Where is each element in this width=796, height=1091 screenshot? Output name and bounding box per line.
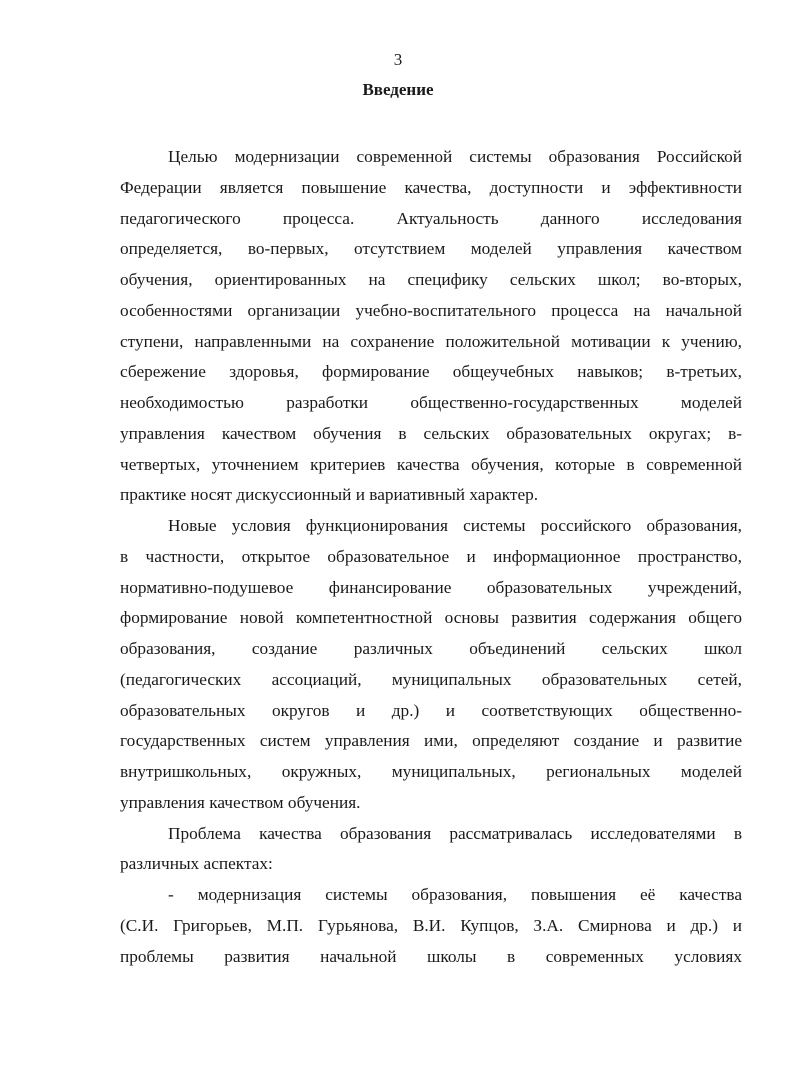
text-line: управления качеством обучения. — [120, 792, 361, 812]
paragraph — [120, 880, 742, 972]
text-line: - модернизация системы образования, повышения её качества — [168, 885, 742, 904]
text-line: различных аспектах: — [120, 854, 273, 874]
page-number: 3 — [393, 50, 403, 69]
text-line: педагогического процесса. Актуальность данного исследования — [120, 208, 742, 228]
text-line: формирование новой компетентностной основы развития содержания общего — [120, 608, 742, 628]
text-line: сбережение здоровья, формирование общеучебных навыков; в-третьих, — [120, 362, 742, 382]
text-line: государственных систем управления ими, определяют создание и развитие — [120, 731, 742, 751]
text-line: определяется, во-первых, отсутствием моделей управления качеством — [120, 239, 742, 259]
text-line: внутришкольных, окружных, муниципальных, региональных моделей — [120, 762, 742, 781]
text-line: в частности, открытое образовательное и информационное пространство, — [120, 546, 742, 566]
text-line: обучения, ориентированных на специфику сельских школ; во-вторых, — [120, 270, 742, 289]
paragraph — [120, 511, 742, 819]
paragraph — [120, 819, 742, 881]
text-line: особенностями организации учебно-воспитательного процесса на начальной — [120, 300, 742, 320]
text-line: практике носят дискуссионный и вариативный характер. — [120, 485, 539, 505]
text-line: управления качеством обучения в сельских образовательных округах; в- — [120, 423, 742, 443]
text-line: (педагогических ассоциаций, муниципальных образовательных сетей, — [120, 669, 742, 689]
text-line: Федерации является повышение качества, доступности и эффективности — [120, 177, 742, 197]
text-line: проблемы развития начальной школы в современных условиях — [120, 946, 742, 966]
text-line: (С.И. Григорьев, М.П. Гурьянова, В.И. Купцов, З.А. Смирнова и др.) и — [120, 915, 742, 935]
text-line: нормативно-подушевое финансирование образовательных учреждений, — [120, 577, 742, 597]
text-line: четвертых, уточнением критериев качества обучения, которые в современной — [120, 454, 742, 474]
text-line: ступени, направленными на сохранение положительной мотивации к учению, — [120, 331, 742, 351]
text-line: образования, создание различных объединений сельских школ — [120, 639, 742, 658]
text-line: Новые условия функционирования системы российского образования, — [168, 516, 742, 535]
text-line: образовательных округов и др.) и соответствующих общественно- — [120, 700, 742, 720]
text-line: Целью модернизации современной системы образования Российской — [168, 147, 742, 166]
paragraph — [120, 142, 742, 511]
text-line: необходимостью разработки общественно-государственных моделей — [120, 393, 742, 412]
text-line: Проблема качества образования рассматривалась исследователями в — [168, 823, 742, 843]
document-body — [120, 142, 742, 972]
section-title: Введение — [362, 80, 434, 99]
